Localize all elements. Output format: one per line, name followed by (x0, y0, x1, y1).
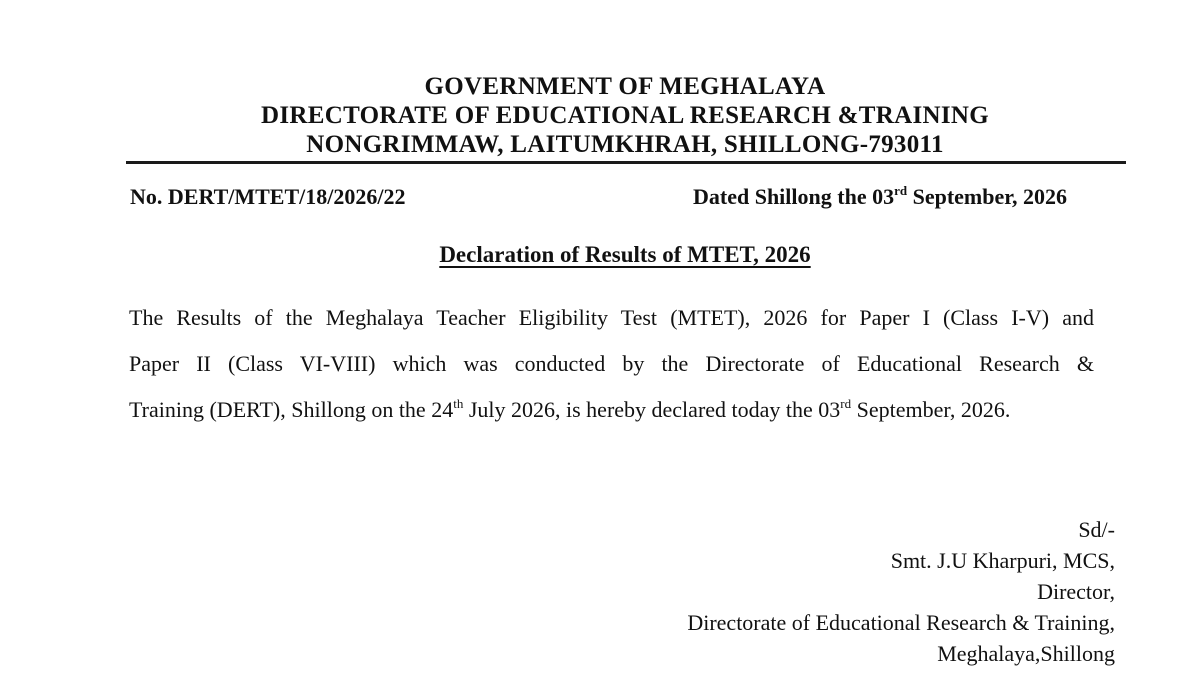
letterhead-address: NONGRIMMAW, LAITUMKHRAH, SHILLONG-793011 (306, 131, 944, 158)
body-line-3 (129, 387, 1094, 433)
body-line-3-part-a: Training (DERT), Shillong on the 24 (129, 397, 454, 422)
letterhead-divider (126, 161, 1126, 164)
letterhead-directorate: DIRECTORATE OF EDUCATIONAL RESEARCH &TRAINING (261, 102, 989, 129)
signatory-office: Directorate of Educational Research & Training, (687, 610, 1115, 635)
signatory-designation: Director, (1037, 579, 1115, 604)
letterhead (0, 72, 1200, 159)
signatory-name: Smt. J.U Kharpuri, MCS, (890, 548, 1115, 573)
body-line-3-part-c: September, 2026. (851, 397, 1011, 422)
body-line-2: Paper II (Class VI-VIII) which was conducted by the Directorate of Educational Research & (129, 351, 1094, 376)
document-title: Declaration of Results of MTET, 2026 (439, 242, 811, 267)
dated-prefix: Dated Shillong the 03 (693, 184, 895, 209)
reference-number: No. DERT/MTET/18/2026/22 (130, 184, 406, 209)
dated-suffix: September, 2026 (907, 184, 1067, 209)
dated-line (693, 184, 1067, 210)
signature-sd: Sd/- (1078, 517, 1115, 542)
body-ordinal-th: th (453, 396, 464, 411)
dated-ordinal-suffix: rd (894, 183, 908, 198)
body-line-3-part-b: July 2026, is hereby declared today the 03 (463, 397, 841, 422)
body-ordinal-rd: rd (840, 396, 852, 411)
signatory-place: Meghalaya,Shillong (937, 641, 1115, 666)
signature-block (687, 514, 1115, 669)
body-line-1: The Results of the Meghalaya Teacher Eligibility Test (MTET), 2026 for Paper I (Class I-V) and (129, 305, 1094, 330)
body-paragraph (129, 295, 1094, 433)
letterhead-government: GOVERNMENT OF MEGHALAYA (424, 73, 826, 100)
